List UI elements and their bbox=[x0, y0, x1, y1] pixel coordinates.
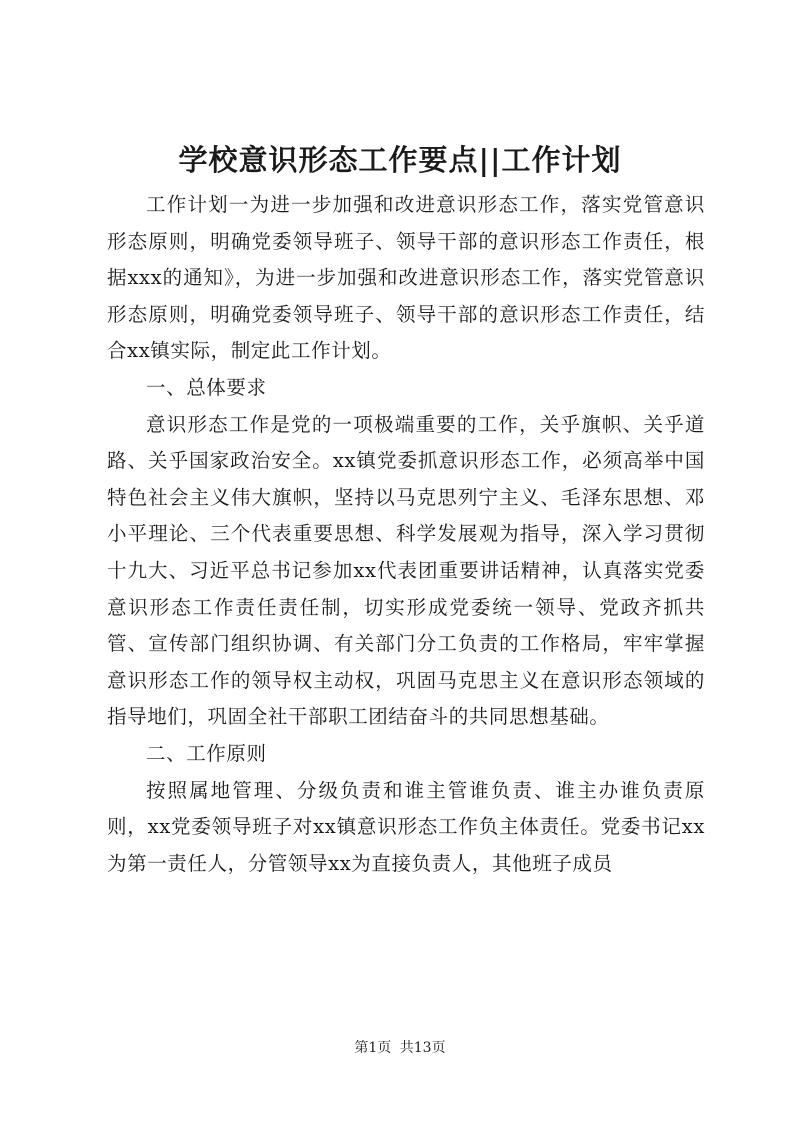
section-heading-work-principles: 二、工作原则 bbox=[146, 741, 267, 765]
intro-paragraph: 工作计划一为进一步加强和改进意识形态工作，落实党管意识形态原则，明确党委领导班子、领导干部的意识形态工作责任，根据xxx的通知》，为进一步加强和改进意识形态工作，落实党管意识形态原则，明确党委领导班子、领导干部的意识形态工作责任，结合xx镇实际，制定此工作计划。 bbox=[107, 193, 705, 363]
page-total: 共13页 bbox=[399, 1040, 446, 1056]
document-body bbox=[107, 187, 705, 882]
page-footer bbox=[0, 1037, 800, 1057]
page-number: 第1页 bbox=[354, 1040, 392, 1056]
section-heading-general-requirements: 一、总体要求 bbox=[146, 375, 267, 399]
work-principles-paragraph: 按照属地管理、分级负责和谁主管谁负责、谁主办谁负责原则，xx党委领导班子对xx镇意识形态工作负主体责任。党委书记xx为第一责任人，分管领导xx为直接负责人，其他班子成员 bbox=[107, 778, 705, 875]
general-requirements-paragraph: 意识形态工作是党的一项极端重要的工作，关乎旗帜、关乎道路、关乎国家政治安全。xx镇党委抓意识形态工作，必须高举中国特色社会主义伟大旗帜，坚持以马克思列宁主义、毛泽东思想、邓小平理论、三个代表重要思想、科学发展观为指导，深入学习贯彻十九大、习近平总书记参加xx代表团重要讲话精神，认真落实党委意识形态工作责任责任制，切实形成党委统一领导、党政齐抓共管、宣传部门组织协调、有关部门分工负责的工作格局，牢牢掌握意识形态工作的领导权主动权，巩固马克思主义在意识形态领域的指导地们，巩固全社干部职工团结奋斗的共同思想基础。 bbox=[107, 412, 705, 729]
document-title: 学校意识形态工作要点||工作计划 bbox=[178, 143, 622, 177]
